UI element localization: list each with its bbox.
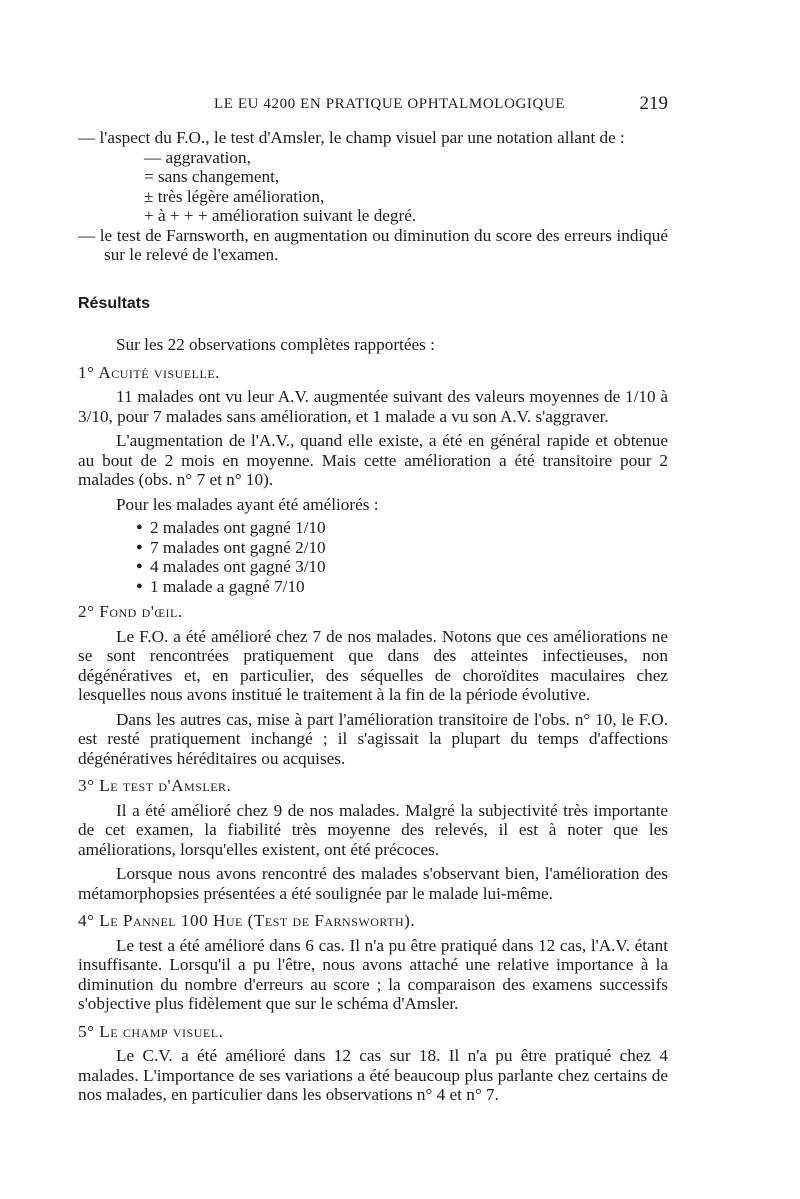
results-lead: Sur les 22 observations complètes rapportées :: [116, 335, 435, 354]
paragraph: Dans les autres cas, mise à part l'amélioration transitoire de l'obs. n° 10, le F.O. est resté pratiquement inchangé ; il s'agissait la plupart du temps d'affections dégénératives héréditaires ou acquises.: [78, 709, 668, 768]
list-item: ● 4 malades ont gagné 3/10: [136, 557, 668, 577]
paragraph: L'augmentation de l'A.V., quand elle existe, a été en général rapide et obtenue au bout de 2 mois en moyenne. Mais cette amélioration a été transitoire pour 2 malades (obs. n° 7 et n° 10).: [78, 431, 668, 489]
section-title-amsler: 3° Le test d'Amsler.: [78, 776, 232, 795]
body-text: [78, 128, 668, 1105]
paragraph: 11 malades ont vu leur A.V. augmentée suivant des valeurs moyennes de 1/10 à 3/10, pour 7 malades sans amélioration, et 1 malade a vu son A.V. s'aggraver.: [78, 387, 668, 426]
scale-item: — aggravation,: [144, 147, 251, 167]
criteria-item-fo: — l'aspect du F.O., le test d'Amsler, le champ visuel par une notation allant de :: [78, 128, 625, 147]
list-item: ● 1 malade a gagné 7/10: [136, 577, 668, 597]
notation-scale: [144, 148, 668, 226]
running-title: LE EU 4200 EN PRATIQUE OPHTALMOLOGIQUE: [214, 96, 566, 112]
paragraph: Lorsque nous avons rencontré des malades s'observant bien, l'amélioration des métamorphopsies présentées a été soulignée par le malade lui-même.: [78, 864, 668, 903]
page-header: [78, 93, 668, 120]
improvement-list: [136, 518, 668, 596]
criteria-item-farnsworth: — le test de Farnsworth, en augmentation ou diminution du score des erreurs indiqué sur le relevé de l'examen.: [78, 225, 668, 264]
paragraph: Il a été amélioré chez 9 de nos malades. Malgré la subjectivité très importante de cet examen, la fiabilité très moyenne des relevés, il est à noter que les améliorations, lorsqu'elles existent, ont été précoces.: [78, 800, 668, 859]
list-item: ● 2 malades ont gagné 1/10: [136, 518, 668, 538]
paragraph: Le F.O. a été amélioré chez 7 de nos malades. Notons que ces améliorations ne se sont rencontrées pratiquement que dans des atteintes infectieuses, non dégénératives et, en particulier, des séquelles de choroïdites maculaires chez lesquelles nous avons institué le traitement à la fin de la période évolutive.: [78, 626, 668, 704]
section-title-champ-visuel: 5° Le champ visuel.: [78, 1021, 224, 1041]
scale-item: ± très légère amélioration,: [144, 186, 325, 206]
section-title-fond-oeil: 2° Fond d'œil.: [78, 602, 183, 621]
section-title-acuite: 1° Acuité visuelle.: [78, 362, 220, 382]
paragraph: Le C.V. a été amélioré dans 12 cas sur 18. Il n'a pu être pratiqué chez 4 malades. L'importance de ses variations a été beaucoup plus parlante chez certains de nos malades, en particulier dans les observations n° 4 et n° 7.: [78, 1046, 668, 1104]
list-item: ● 7 malades ont gagné 2/10: [136, 538, 668, 558]
section-title-pannel: 4° Le Pannel 100 Hue (Test de Farnsworth).: [78, 911, 416, 930]
paragraph: Pour les malades ayant été améliorés :: [116, 494, 379, 514]
scale-item: = sans changement,: [144, 167, 280, 186]
scale-item: + à + + + amélioration suivant le degré.: [144, 206, 417, 225]
page-number: 219: [639, 93, 668, 114]
paragraph: Le test a été amélioré dans 6 cas. Il n'a pu être pratiqué dans 12 cas, l'A.V. étant insuffisante. Lorsqu'il a pu l'être, nous avons attaché une relative importance à la diminution du nombre d'erreurs au score ; la comparaison des examens successifs s'objective plus fidèlement que sur le schéma d'Amsler.: [78, 935, 668, 1013]
results-heading: Résultats: [78, 294, 151, 312]
